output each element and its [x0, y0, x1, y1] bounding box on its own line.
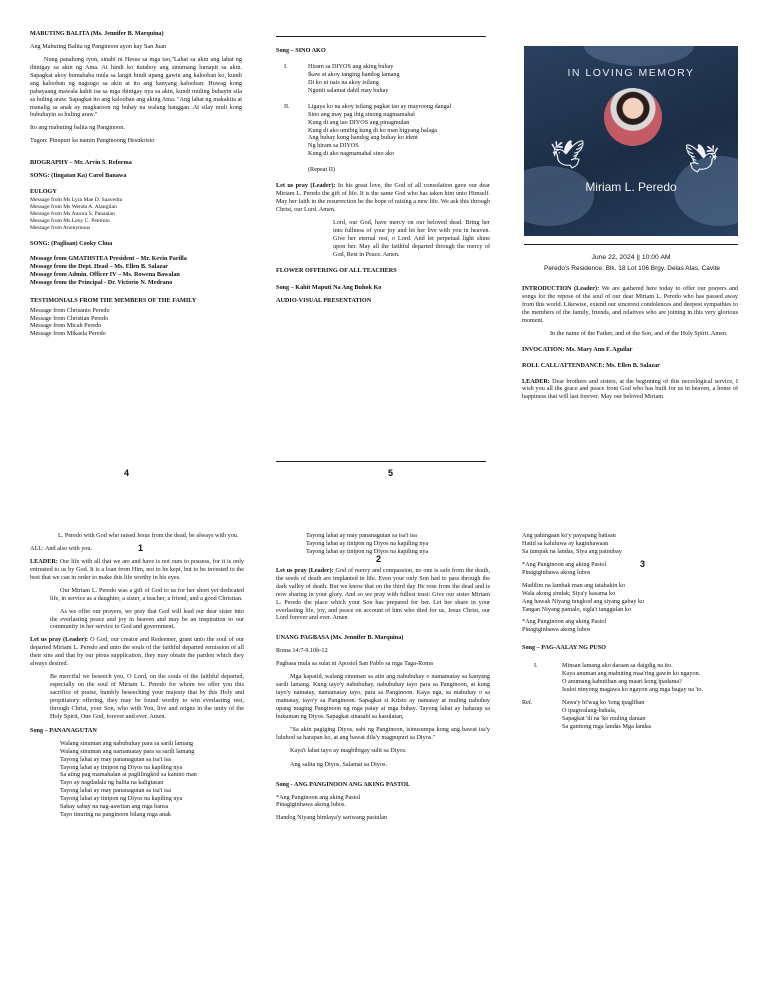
message-item: Message from Admin. Officer IV – Ms. Rowena Bawalan	[30, 270, 180, 278]
prayer-text-p1: O God, our creator and Redeemer, grant unto the soul of our departed Miriam L. Peredo and unto the souls of the faithful departed remission of all their sins and that by our pious supplication, they may obtain the pardon which they always desired.	[30, 636, 244, 668]
testimonial-list	[30, 307, 242, 339]
page-number-4: 4	[124, 468, 130, 478]
leader-paragraph-p1	[30, 558, 244, 582]
pag-aalay-refrain	[522, 699, 738, 731]
dove-icon: 🕊	[684, 144, 720, 175]
all-response: ALL: And also with you.	[30, 544, 93, 552]
song-kahit-maputi: Song – Kahit Maputi Na Ang Buhok Ko	[276, 283, 382, 291]
reading-intro: Pagbasa mula sa sulat ni Apostol San Pablo sa mga Taga-Roma	[276, 660, 433, 668]
verse-2	[276, 103, 490, 159]
song-sino-ako-heading: Song – SINO AKO	[276, 47, 326, 54]
reading-quote: "Sa akin pagiging Diyos, sabi ng Panginoon, isinusumpa kong ang bawat isa'y luluhod sa harapan ko, at ang bawat dila'y magpupuri sa Diyos."	[276, 725, 490, 741]
introduction-label: INTRODUCTION (Leader):	[522, 285, 600, 292]
prayer-label-p1: Let us pray (Leader):	[30, 636, 89, 644]
song-iingatan-ka: SONG: (Iingatan Ka) Carol Banawa	[30, 172, 127, 180]
cover-column	[522, 285, 738, 406]
page-4-column	[30, 30, 242, 338]
merciful-paragraph: Be merciful we beseech you, O Lord, on the souls of the faithful departed, especially on the soul of Miriam L. Peredo for whom we offer you this sacrifice of praise, humbly beseeching your majesty that by this Holy and propitiatory offering, they may be found worthy to win everlasting rest, through Christ, your Son, who with You, live and reigns in the unity of the Holy Spirit, One God, forever and ever. Amen.	[50, 673, 244, 720]
mercy-prayer	[276, 567, 490, 623]
verse-1-number: I.	[284, 62, 288, 70]
cloud-shape	[524, 166, 594, 226]
miriam-gift-paragraph: Our Miriam L. Peredo was a gift of God to us for her short yet dedicated life, in service as a daughter, a sister, a teacher, a friend, and a good Christian.	[50, 586, 244, 602]
gospel-response: Tugon: Pinupuri ka namin Panginoong Hesukristo	[30, 137, 155, 145]
redeemer-prayer	[30, 636, 244, 668]
portrait-photo	[604, 88, 662, 146]
page-2-column	[276, 532, 490, 827]
pastol-lines-2: Madilim na lambak man ang tatahakin ko Wala akong sindak; Siya'y kasama ko Ang hawak Niyang tungkod ang siyang gabay ko Tangan Niyang pamalo, sigla't tanggulan ko	[522, 581, 645, 613]
pag-aalay-refrain-text: Nawa'y hi'wag ko 'tong ipagliban O ipagwalang-bahala, Sapagkat 'di na 'ko muling daraan Sa ganitong mga landas Mga landas	[562, 699, 652, 730]
introduction-text: We are gathered here today to offer our prayers and songs for the repose of the soul of our dear Miriam L. Peredo who has passed away from this world. Likewise, extend our sincerest condolences and deepest sympathies to the members of the family, friends, and relatives who are joining in this very glorious moment.	[522, 285, 739, 324]
leader-text: Dear brothers and sisters, at the beginning of this necrological service, I wish you all the grace and peace from God who has built for us in heaven, a home of happiness that will last forever. May our beloved Miriam	[522, 377, 738, 401]
introduction-paragraph	[522, 285, 738, 325]
first-reading-heading: UNANG PAGBASA (Ms. Jennifer B. Marquina)	[276, 634, 404, 642]
dove-icon: 🕊	[550, 140, 586, 171]
testimonial-item: Message from Micah Peredo	[30, 322, 102, 330]
eulogy-item: Message from Ms Aurora S. Panaalan	[30, 211, 115, 218]
prayer-label-p2: Let us pray (Leader):	[276, 566, 334, 574]
pastol-lines-1: Ang pahingaan ko'y payapang batisan Hatid sa kaluluwa ay kaginhawaan Sa tumpak na landas, Siya ang patnubay	[522, 532, 622, 555]
service-venue: Peredo's Residence: Blk. 18 Lot 106 Brgy. Delas Alas, Cavite	[544, 265, 720, 272]
gospel-heading: MABUTING BALITA (Ms. Jennifer B. Marquina)	[30, 30, 164, 37]
eulogy-list	[30, 197, 242, 232]
message-list	[30, 255, 242, 287]
song-pag-aalay-heading: Song – PAG-AALAY NG PUSO	[522, 644, 606, 652]
pag-aalay-verse-number: I.	[534, 662, 538, 670]
testimonials-heading: TESTIMONIALS FROM THE MEMBERS OF THE FAMILY	[30, 296, 197, 304]
song-pananagutan-chorus: Tayong lahat ay may pananagutan sa isa't isa Tayong lahat ay tinipon ng Diyos na kapiling nya Tayong lahat ay tinipon ng Diyos na kapiling nya	[306, 532, 429, 555]
page-number-5: 5	[388, 468, 394, 478]
cloud-shape	[584, 46, 694, 66]
verse-1-text: Hiram sa DIYOS ang aking buhay Ikaw at akoy tanging handog lamang Di ko ni nais na akoy isilang Ngunit salamat dahil may buhay	[308, 62, 400, 94]
reading-text: Mga kapatid, walang sinuman sa atin ang nabubuhay o namamatay sa kanyang sarili lamang. Kung tayo'y nabubuhay, nabubuhay tayo para sa Panginoon, at kung tayo'y namatay, namamatay tayo, para sa Panginoon. Kaya nga, sa mabuhay o sa mamatay, tayo'y sa Panginoon. Sapagkat si Kristo ay namatay at muling nabuhay upang maging Panginoon ng mga patay at mga buhay. Tayong lahat ay haharap sa hukuman ng Diyos. Sapagkat sinasabi sa kasulatan,	[276, 673, 490, 720]
page-1-column	[30, 532, 244, 824]
page-number-3: 3	[640, 558, 646, 569]
verse-1	[276, 63, 490, 95]
memorial-poster	[524, 46, 738, 236]
offer-prayers-paragraph: As we offer our prayers, we pray that God will lead our dear sister into the everlasting peace and joy in heaven and may be an inspiration to our community in her service to God and government.	[50, 607, 244, 631]
reading-end: Ang salita ng Diyos, Salamat sa Diyos.	[290, 760, 387, 768]
song-pananagutan-lyrics: Walang sinuman ang nabubuhay para sa sarili lamang Walang sinuman ang namamatay para sa sarili lamang Tayong lahat ay may pananagutan sa isa't isa Tayong lahat ay tinipon ng Diyos na kapiling nya Sa ating pag mamahalan at paglilingkod sa kanino man Tayo ay nagdadala ng balita na kaligtasan Tayong lahat ay may pananagutan sa isa't isa Tayong lahat ay tinipon ng Diyos na kapiling nya Sabay sabay na nag-aawitan ang mga bansa Tayo tinuring na panginoon bilang mga anak	[60, 739, 197, 819]
pastol-refrain-block-1	[522, 558, 738, 577]
song-pastol-line: Handog Niyang himlaya'y sariwang pastulan	[276, 814, 388, 822]
eulogy-heading: EULOGY	[30, 188, 57, 196]
eulogy-item: Message from Ms Lyra Mae D. Saavedra	[30, 197, 123, 204]
testimonial-item: Message from Chrisanto Peredo	[30, 306, 110, 314]
reading-reference: Roma 14:7-9.10b-12	[276, 647, 328, 655]
leader-text-p1: Our life with all that we are and have is not ours to possess, for it is only entrusted to us by God. It is a loan from Him, not to be kept, but to be invested to the best that we can in order to make this life worthy in his eyes.	[30, 557, 245, 581]
leader-label: LEADER:	[522, 377, 550, 385]
page-number-1: 1	[138, 542, 144, 553]
bottom-rule	[276, 461, 486, 462]
eulogy-item: Message from Ms Wenda A. Alangilan	[30, 204, 117, 211]
verse-2-text: Ligaya ko na akoy isilang pagkat tao ay mayroong dangal Sino ang may pag ibig sinong nagmamahal Kung di ang tao DIYOS ang pinagmulan Kung di ako umibig kung di ko man bigyang halaga Ang buhay kong handog ang buhay ko ident Ng hiram sa DIYOS Kung di ako nagmamahal sino ako	[308, 102, 452, 158]
song-paglisan: SONG: (Paglisan) Cooky Chua	[30, 239, 113, 247]
message-item: Message from GMATHSTEA President – Mr. Kevin Parilla	[30, 254, 187, 262]
cover-rule	[524, 244, 738, 245]
invocation: INVOCATION: Ms. Mary Ann F. Aguilar	[522, 345, 633, 353]
audio-visual: AUDIO-VISUAL PRESENTATION	[276, 296, 372, 304]
song-pastol-heading: Song - ANG PANGINOON ANG AKING PASTOL	[276, 780, 411, 788]
gospel-end: Ito ang mabuting balita ng Panginoon.	[30, 124, 125, 132]
gospel-text: Nung panahong iyon, sinabi ni Hesus sa mga tao,"Lahat sa akin ang lahat ng ibinigay sa akin ng Ama. At hindi ko itataboy ang sinumang lumapit sa akin. Sapagkat akoy bumababa mula sa langit hindi upang gawin ang kalooban ko, kundi ang kalooban ng nagsugo sa akin at ito ang kanyang kalooban: Huwag kong pabayaang mawala kahit isa sa mga ibinigay nya sa akin, kundi muling buhayin sila sa huling araw. Sapagkat ito ang kalooban ang aking Ama. "Ang lahat ng makakita at manalig sa anak ay magkaroon ng buhay na walang hanggan. At silay muli kong bubuhayin sa huling araw."	[30, 55, 242, 119]
testimonial-item: Message from Christian Peredo	[30, 314, 109, 322]
message-item: Message from the Dept. Head – Ms. Ellen B. Salazar	[30, 262, 169, 270]
prayer-text-p2: God of mercy and compassion, no one is safe from the death, the seeds of death are implanted in life. Even your only Son had to pass through the dark valley of death. But we know that on the third day He rose from the dead and is now sharing in your glory. And so we pray with fullest trust: Give our sister Miriam L. Peredo the place which your Son has prepared for her. Let her share in your everlasting life, joy, and peace on account of him who died for us, Jesus Christ, our Lord forever and ever. Amen	[276, 566, 490, 622]
pastol-refrain-1: *Ang Panginoon ang aking Pastol Pinagiginhawa akong lubos	[522, 560, 607, 576]
song-pastol-refrain: *Ang Panginoon ang aking Pastol Pinagiginhawa akong lubos.	[276, 793, 361, 809]
biography-heading: BIOGRAPHY – Mr. Arvin S. Reforma	[30, 159, 132, 167]
pag-aalay-refrain-label: Ref.	[522, 699, 533, 706]
page-1-continuation: L. Peredo with God who raised Jesus from the dead, be always with you.	[58, 532, 239, 539]
prayer-text: In his great love, the God of all consolation gave our dear Miriam L. Peredo the gift of life. It is the same God who has taken him unto Himself. May her faith in the resurrection be the hope of raising a new life. We ask this through Christ, our Lord. Amen.	[276, 182, 490, 213]
top-rule	[276, 36, 486, 37]
pag-aalay-verse-text: Minsan lamang ako daraan sa daigdig na ito. Kaya anuman ang mabuting maa'ring gawin ko ngayon. O anumang kabutihan ang maari kong ipadama? Isulot ninyong magawa ko ngayon ang mga bagay na 'to.	[562, 662, 703, 694]
prayer-label: Let us pray (Leader):	[276, 182, 336, 190]
eulogy-item: Message from Ms.Leny C. Pentinio	[30, 218, 110, 225]
flower-offering: FLOWER OFFERING OF ALL TEACHERS	[276, 266, 397, 274]
lord-paragraph: Lord, our God, have mercy on our beloved dead. Bring her into fullness of your joy and let her live with you in heaven. Give her eternal rest, o Lord. And let perpetual light shine upon her. May all the faithful departed through the mercy of God, Rest in Peace. Amen.	[333, 218, 490, 258]
pastol-refrain-2: *Ang Panginoon ang aking Pastol Pinagiginhawa akong lubos	[522, 618, 607, 634]
prayer-paragraph	[276, 182, 490, 214]
testimonial-item: Message from Mikaela Peredo	[30, 330, 106, 338]
service-date: June 22, 2024 || 10:00 AM	[591, 254, 671, 261]
message-item: Message from the Principal - Dr. Victorio N. Medrano	[30, 278, 173, 286]
roll-call: ROLL CALL/ATTENDANCE: Ms. Ellen B. Salazar	[522, 361, 660, 369]
eulogy-item: Message from Anonymous	[30, 225, 91, 231]
leader-paragraph	[522, 378, 738, 402]
page-3-column	[522, 532, 738, 736]
page-5-column	[276, 47, 490, 309]
repeat-note: (Repeat II)	[308, 166, 335, 174]
verse-2-number: II.	[284, 102, 290, 110]
leader-label-p1: LEADER:	[30, 557, 58, 565]
poster-title: IN LOVING MEMORY	[567, 67, 695, 79]
page-number-2: 2	[376, 553, 382, 564]
poster-name: Miriam L. Peredo	[585, 180, 677, 194]
reading-quote-end: Kaya't lahat tayo ay magbibigay sulit sa Diyos.	[290, 746, 407, 754]
gospel-intro: Ang Mabuting Balita ng Panginoon ayon kay San Juan	[30, 42, 167, 50]
song-pananagutan-heading: Song – PANANAGUTAN	[30, 726, 97, 734]
introduction-text-2: In the name of the Father, and of the Son, and of the Holy Spirit. Amen.	[550, 329, 728, 337]
pag-aalay-verse	[522, 662, 738, 694]
